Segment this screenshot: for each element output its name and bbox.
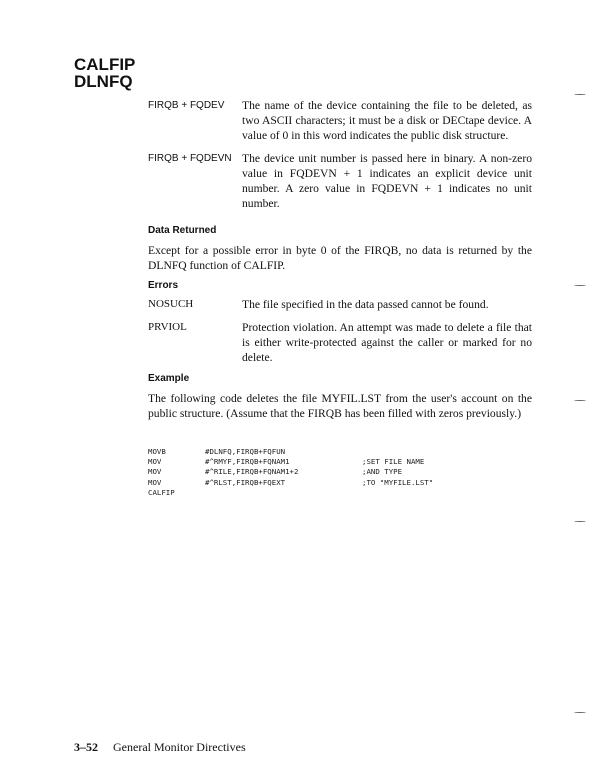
margin-mark	[574, 712, 586, 714]
page-heading	[74, 56, 135, 90]
parameter-term: FIRQB + FQDEVN	[148, 153, 232, 164]
code-op: MOVB	[148, 447, 166, 456]
code-args: #DLNFQ,FIRQB+FQFUN	[205, 447, 286, 456]
parameter-term: FIRQB + FQDEV	[148, 100, 225, 111]
parameter-description: The name of the device containing the file to be deleted, as two ASCII characters; it must be a disk or DECtape device. A value of 0 in this word indicates the public disk structure.	[242, 99, 532, 142]
code-line	[148, 457, 433, 467]
code-line	[148, 488, 433, 498]
code-op: MOV	[148, 477, 162, 487]
error-row	[148, 320, 532, 365]
page-footer	[74, 740, 246, 755]
page-number: 3–52	[74, 740, 98, 754]
code-args: #^RLST,FIRQB+FQEXT	[205, 477, 286, 487]
error-list	[148, 297, 532, 373]
error-description: Protection violation. An attempt was made to delete a file that is either write-protected against the caller or marked for no delete.	[242, 321, 532, 364]
example-heading: Example	[148, 373, 190, 384]
heading-dlnfq: DLNFQ	[74, 72, 133, 91]
error-row	[148, 297, 532, 312]
error-code: PRVIOL	[148, 321, 187, 333]
error-description: The file specified in the data passed cannot be found.	[242, 298, 489, 311]
code-line	[148, 467, 433, 477]
parameter-description: The device unit number is passed here in binary. A non-zero value in FQDEVN + 1 indicates an explicit device unit number. A zero value in FQDEVN + 1 indicates no unit number.	[242, 152, 532, 210]
code-op: CALFIP	[148, 487, 175, 497]
parameter-row	[148, 98, 532, 143]
code-comment: ;SET FILE NAME	[362, 457, 425, 467]
code-line	[148, 447, 433, 457]
code-listing	[148, 447, 433, 498]
example-text: The following code deletes the file MYFIL.LST from the user's account on the public structure. (Assume that the FIRQB has been filled with zeros previously.)	[148, 392, 532, 420]
data-returned-text: Except for a possible error in byte 0 of the FIRQB, no data is returned by the DLNFQ function of CALFIP.	[148, 244, 532, 272]
margin-mark	[574, 521, 586, 523]
code-comment: ;AND TYPE	[362, 467, 403, 477]
error-code: NOSUCH	[148, 298, 194, 310]
margin-mark	[574, 94, 586, 96]
margin-mark	[574, 285, 586, 287]
errors-heading: Errors	[148, 280, 179, 291]
footer-title: General Monitor Directives	[113, 740, 246, 754]
code-args: #^RILE,FIRQB+FQNAM1+2	[205, 467, 299, 477]
code-op: MOV	[148, 457, 162, 467]
margin-mark	[574, 400, 586, 402]
data-returned-heading: Data Returned	[148, 225, 217, 236]
code-args	[205, 488, 362, 498]
code-args: #^RMYF,FIRQB+FQNAM1	[205, 457, 290, 467]
code-comment: ;TO "MYFILE.LST"	[362, 477, 434, 487]
code-line	[148, 478, 433, 488]
parameter-row	[148, 151, 532, 211]
parameter-list	[148, 98, 532, 219]
code-op: MOV	[148, 467, 162, 477]
heading-calfip: CALFIP	[74, 55, 136, 74]
